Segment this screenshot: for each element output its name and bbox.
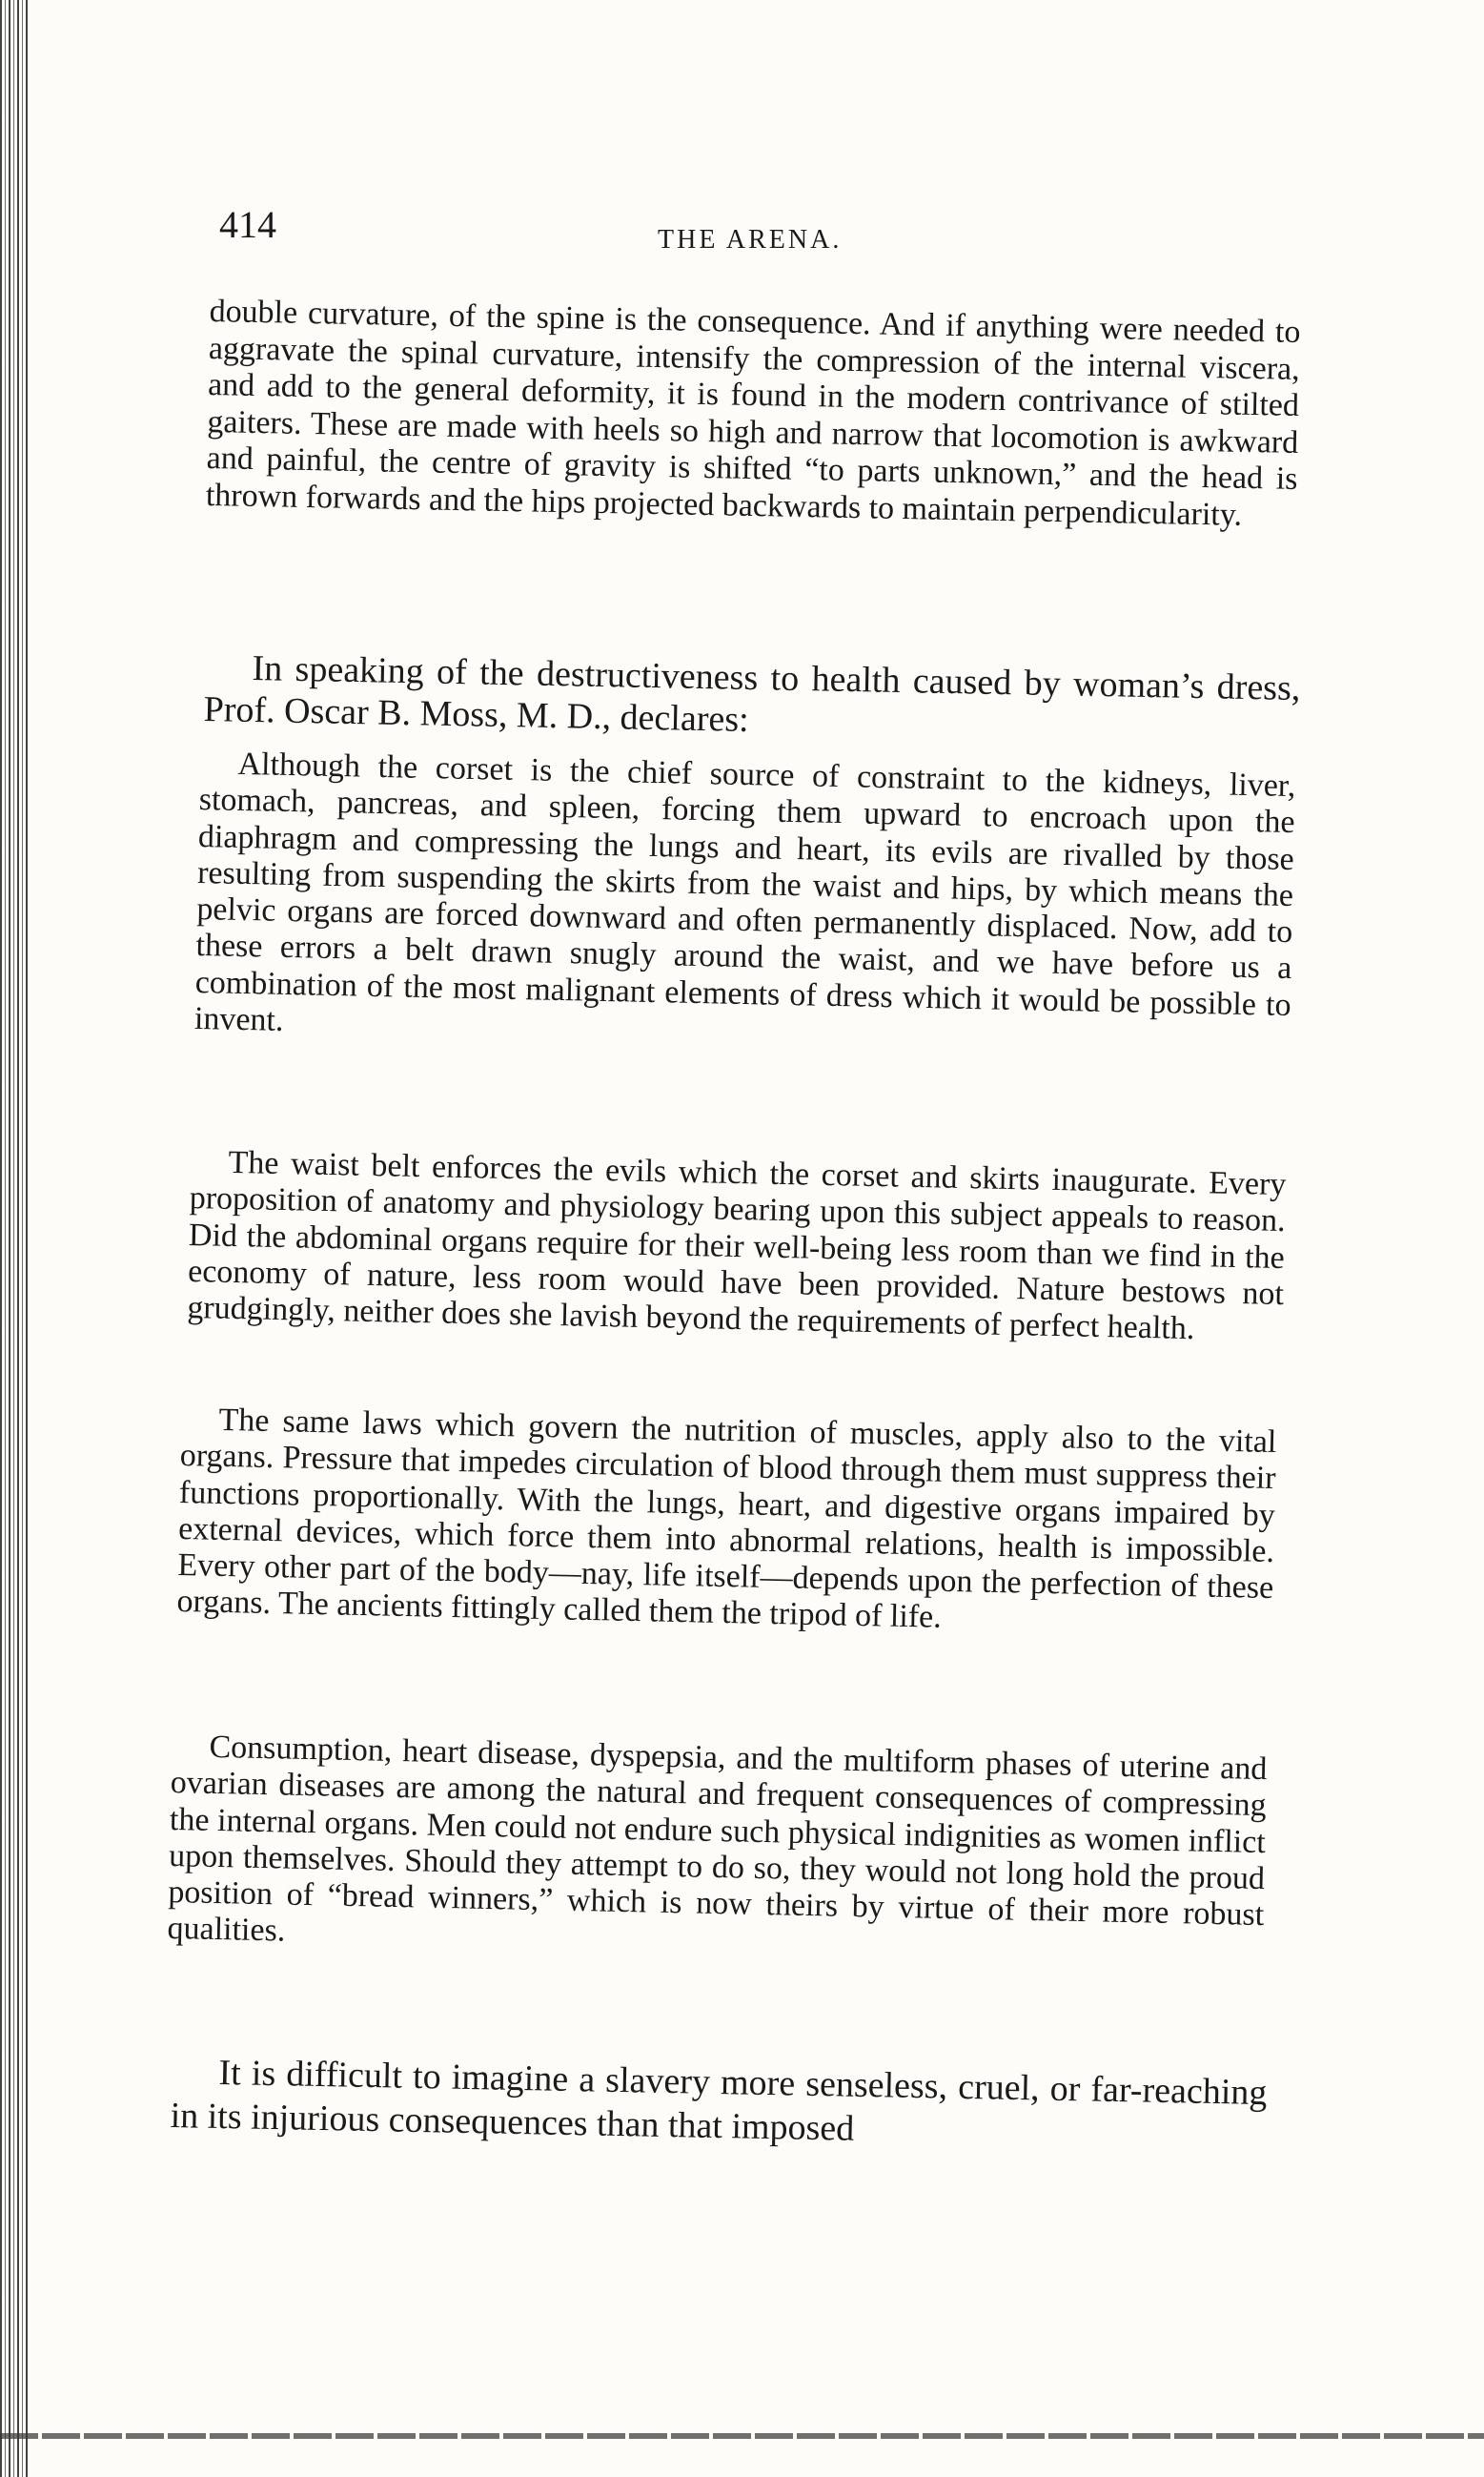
page-header	[181, 191, 1306, 267]
quote-paragraph-vital-organs: The same laws which govern the nutrition of muscles, apply also to the vital organs. Pressure that impedes circulation of blood through them must suppress their functions proportionally. With the lungs, heart, and digestive organs impaired by external devices, which force them into abnormal relations, health is impossible. Every other part of the body—nay, life itself—depends upon the perfection of these organs. The ancients fittingly called them the tripod of life.	[176, 1402, 1277, 1636]
page-number: 414	[219, 203, 276, 246]
quote-paragraph-corset: Although the corset is the chief source of constraint to the kidneys, liver, stomach, pancreas, and spleen, forcing them upward to encroach upon the diaphragm and compressing the lungs and heart, its evils are rivalled by those resulting from suspending the skirts from the waist and hips, by which means the pelvic organs are forced downward and often permanently displaced. Now, add to these errors a belt drawn snugly around the waist, and we have before us a combination of the most malignant elements of dress which it would be possible to invent.	[193, 746, 1296, 1038]
quote-paragraph-consumption: Consumption, heart disease, dyspepsia, and the multiform phases of uterine and ovarian diseases are among the natural and frequent consequences of compressing the internal organs. Men could not endure such physical indignities as women inflict upon themselves. Should they attempt to do so, they would not long hold the proud position of “bread winners,” which is now theirs by virtue of their more robust qualities.	[167, 1729, 1268, 1950]
paragraph-prof-moss-intro: In speaking of the destructiveness to health caused by woman’s dress, Prof. Oscar B. Moss, M. D., declares:	[203, 647, 1301, 740]
paragraph-spine-curvature: double curvature, of the spine is the consequence. And if anything were needed to aggravate the spinal curvature, intensify the compression of the internal viscera, and add to the general deformity, it is found in the modern contrivance of stilted gaiters. These are made with heels so high and narrow that locomotion is awkward and painful, the centre of gravity is shifted “to parts unknown,” and the head is thrown forwards and the hips projected backwards to maintain perpendicularity.	[205, 294, 1301, 533]
book-binding-edge	[0, 0, 30, 2477]
book-page	[167, 191, 1306, 2149]
quote-paragraph-waist-belt: The waist belt enforces the evils which the corset and skirts inaugurate. Every proposition of anatomy and physiology bearing upon this subject appeals to reason. Did the abdominal organs require for their well-being less room than we find in the economy of nature, less room would have been provided. Nature bestows not grudgingly, neither does she lavish beyond the requirements of perfect health.	[187, 1144, 1287, 1347]
paragraph-closing-slavery: It is difficult to imagine a slavery more senseless, cruel, or far-reaching in its injurious consequences than that imposed	[170, 2052, 1268, 2149]
running-head: THE ARENA.	[658, 225, 843, 255]
page-bottom-edge	[0, 2433, 1484, 2439]
